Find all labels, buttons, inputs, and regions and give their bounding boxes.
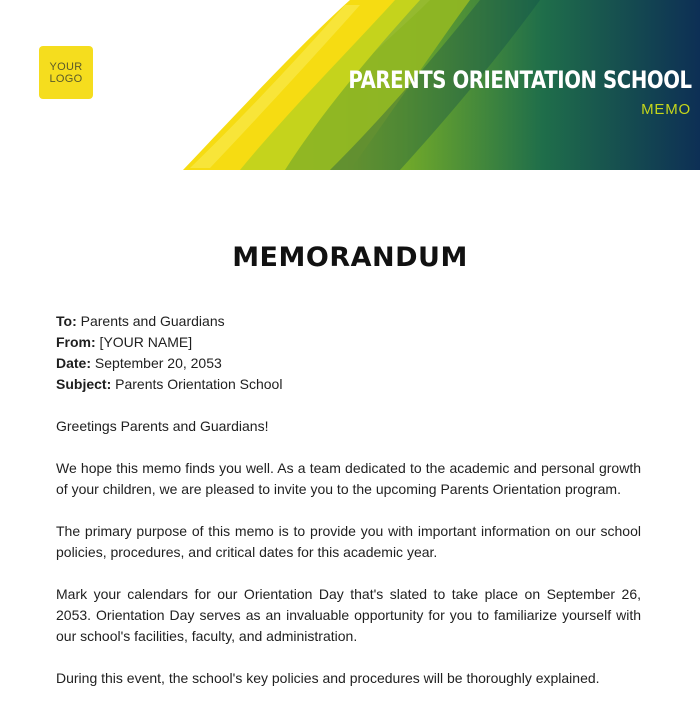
meta-subject — [56, 374, 282, 395]
memo-title: MEMORANDUM — [232, 242, 468, 273]
meta-date-label: Date: — [56, 355, 92, 371]
meta-subject-value: Parents Orientation School — [111, 376, 283, 392]
header-banner — [0, 0, 700, 170]
meta-date-value: September 20, 2053 — [91, 355, 222, 371]
meta-from — [56, 332, 282, 353]
logo-line-1: YOUR — [49, 60, 83, 73]
meta-to-label: To: — [56, 313, 77, 329]
paragraph-orientation-day: Mark your calendars for our Orientation Day that's slated to take place on September 26, 2053. Orientation Day serves as an invaluable opportunity for you to familiarize yourself with our school's facilities, faculty, and administration. — [56, 586, 641, 644]
header-subtitle: MEMO — [641, 101, 691, 118]
paragraph-greeting: Greetings Parents and Guardians! — [56, 418, 269, 434]
memo-body — [56, 416, 641, 710]
meta-to-value: Parents and Guardians — [76, 313, 225, 329]
paragraph-intro: We hope this memo finds you well. As a team dedicated to the academic and personal growth of your children, we are pleased to invite you to the upcoming Parents Orientation program. — [56, 460, 641, 497]
memo-meta — [56, 311, 282, 395]
logo-placeholder — [39, 46, 93, 99]
meta-date — [56, 353, 282, 374]
meta-to — [56, 311, 282, 332]
meta-subject-label: Subject: — [56, 376, 112, 392]
header-title: PARENTS ORIENTATION SCHOOL — [348, 66, 692, 94]
logo-line-2: LOGO — [49, 72, 83, 85]
paragraph-purpose: The primary purpose of this memo is to provide you with important information on our school policies, procedures, and critical dates for this academic year. — [56, 523, 641, 560]
meta-from-value: [YOUR NAME] — [95, 334, 193, 350]
paragraph-event: During this event, the school's key policies and procedures will be thoroughly explained. — [56, 670, 600, 686]
meta-from-label: From: — [56, 334, 96, 350]
